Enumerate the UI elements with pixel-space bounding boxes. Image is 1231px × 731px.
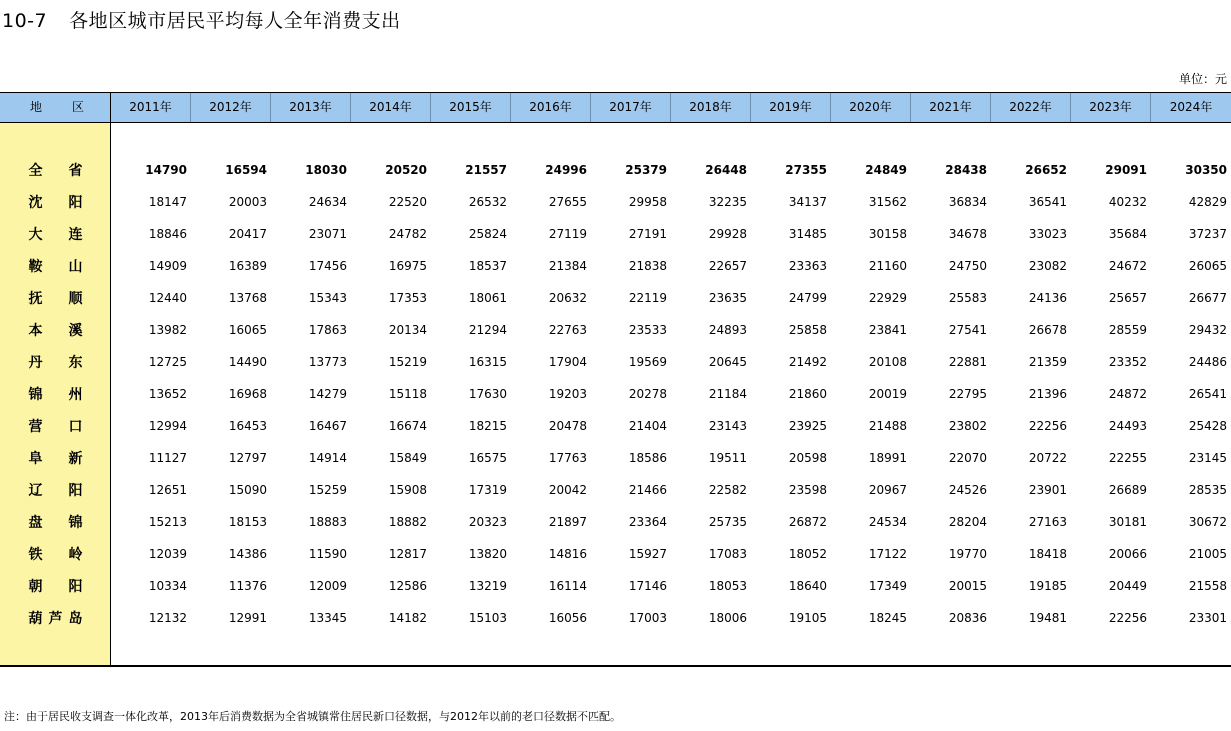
table-cell: 14490: [228, 355, 267, 369]
table-cell: 18053: [708, 579, 747, 593]
table-cell: 23841: [868, 323, 907, 337]
table-cell: 23364: [628, 515, 667, 529]
region-name: 朝阳: [28, 579, 109, 595]
table-cell: 21294: [468, 323, 507, 337]
table-row: [0, 506, 1231, 538]
table-cell: 26532: [468, 195, 507, 209]
table-cell: 18882: [388, 515, 427, 529]
region-name: 锦州: [28, 387, 109, 403]
header-region: 地区: [0, 93, 111, 122]
table-cell: 23635: [708, 291, 747, 305]
table-cell: 16056: [548, 611, 587, 625]
table-cell: 21897: [548, 515, 587, 529]
region-name: 阜新: [28, 451, 109, 467]
table-cell: 20323: [468, 515, 507, 529]
table-row: [0, 346, 1231, 378]
table-cell: 20042: [548, 483, 587, 497]
table-cell: 21384: [548, 259, 587, 273]
page-title: [2, 6, 401, 33]
table-cell: 21558: [1188, 579, 1227, 593]
table-cell: 23925: [788, 419, 827, 433]
table-cell: 12991: [228, 611, 267, 625]
table-cell: 27655: [548, 195, 587, 209]
table-cell: 25858: [788, 323, 827, 337]
table-cell: 18883: [308, 515, 347, 529]
table-cell: 25657: [1108, 291, 1147, 305]
table-cell: 18052: [788, 547, 827, 561]
table-cell: 18147: [148, 195, 187, 209]
table-cell: 34678: [948, 227, 987, 241]
table-cell: 15927: [628, 547, 667, 561]
table-cell: 18640: [788, 579, 827, 593]
table-body: [0, 154, 1231, 634]
table-row: [0, 282, 1231, 314]
table-cell: 18245: [868, 611, 907, 625]
table-cell: 16389: [228, 259, 267, 273]
table-cell: 20836: [948, 611, 987, 625]
unit-label: 单位：元: [1178, 72, 1227, 86]
table-cell: 25583: [948, 291, 987, 305]
table-cell: 13820: [468, 547, 507, 561]
table-cell: 20478: [548, 419, 587, 433]
header-year: 2014年: [351, 93, 431, 122]
table-cell: 19511: [708, 451, 747, 465]
table-cell: 14386: [228, 547, 267, 561]
table-cell: 20015: [948, 579, 987, 593]
table-cell: 20108: [868, 355, 907, 369]
table-cell: 15219: [388, 355, 427, 369]
table-cell: 23082: [1028, 259, 1067, 273]
table-cell: 25428: [1188, 419, 1227, 433]
table-cell: 20066: [1108, 547, 1147, 561]
table-cell: 15090: [228, 483, 267, 497]
table-cell: 16453: [228, 419, 267, 433]
table-cell: 32235: [708, 195, 747, 209]
table-row: [0, 570, 1231, 602]
table-cell: 23071: [308, 227, 347, 241]
table-cell: 17146: [628, 579, 667, 593]
table-cell: 16575: [468, 451, 507, 465]
table-cell: 29432: [1188, 323, 1227, 337]
table-cell: 24750: [948, 259, 987, 273]
table-cell: 12725: [148, 355, 187, 369]
table-cell: 42829: [1188, 195, 1227, 209]
table-cell: 24849: [865, 163, 907, 177]
table-cell: 22119: [628, 291, 667, 305]
table-cell: 21488: [868, 419, 907, 433]
table-cell: 12994: [148, 419, 187, 433]
table-cell: 22795: [948, 387, 987, 401]
table-cell: 16674: [388, 419, 427, 433]
table-cell: 16114: [548, 579, 587, 593]
table-cell: 23533: [628, 323, 667, 337]
table-cell: 13982: [148, 323, 187, 337]
region-name: 葫芦岛: [28, 611, 89, 627]
table-row: [0, 474, 1231, 506]
table-cell: 20019: [868, 387, 907, 401]
table-cell: 36834: [948, 195, 987, 209]
table-cell: 31485: [788, 227, 827, 241]
table-cell: 21359: [1028, 355, 1067, 369]
region-name: 盘锦: [28, 515, 109, 531]
table-cell: 26652: [1025, 163, 1067, 177]
region-name: 沈阳: [28, 195, 109, 211]
table-cell: 34137: [788, 195, 827, 209]
table-cell: 24634: [308, 195, 347, 209]
table-row: [0, 602, 1231, 634]
table-cell: 15118: [388, 387, 427, 401]
table-row: [0, 154, 1231, 186]
header-year: 2024年: [1169, 100, 1213, 114]
header-year: 2015年: [431, 93, 511, 122]
table-cell: 12440: [148, 291, 187, 305]
table-cell: 22929: [868, 291, 907, 305]
table-cell: 20645: [708, 355, 747, 369]
table-cell: 18215: [468, 419, 507, 433]
table-cell: 21838: [628, 259, 667, 273]
table-cell: 30181: [1108, 515, 1147, 529]
table-cell: 16467: [308, 419, 347, 433]
table-bottom-border: [0, 665, 1231, 667]
table-cell: 36541: [1028, 195, 1067, 209]
table-cell: 14279: [308, 387, 347, 401]
table-cell: 14816: [548, 547, 587, 561]
table-cell: 35684: [1108, 227, 1147, 241]
table-cell: 26689: [1108, 483, 1147, 497]
table-cell: 17353: [388, 291, 427, 305]
table-cell: 20722: [1028, 451, 1067, 465]
table-cell: 22256: [1108, 611, 1147, 625]
table-cell: 11127: [148, 451, 187, 465]
table-cell: 14182: [388, 611, 427, 625]
table-cell: 17122: [868, 547, 907, 561]
table-cell: 26448: [705, 163, 747, 177]
table-cell: 14914: [308, 451, 347, 465]
table-cell: 28438: [945, 163, 987, 177]
table-cell: 28535: [1188, 483, 1227, 497]
table-cell: 16315: [468, 355, 507, 369]
table-cell: 24872: [1108, 387, 1147, 401]
header-year: 2021年: [911, 93, 991, 122]
table-cell: 22520: [388, 195, 427, 209]
header-year: 2016年: [511, 93, 591, 122]
table-cell: 22582: [708, 483, 747, 497]
table-row: [0, 410, 1231, 442]
table-cell: 26065: [1188, 259, 1227, 273]
header-year: 2012年: [191, 93, 271, 122]
table-cell: 17863: [308, 323, 347, 337]
region-name: 辽阳: [28, 483, 109, 499]
table-cell: 15213: [148, 515, 187, 529]
header-year: 2018年: [671, 93, 751, 122]
table-cell: 21184: [708, 387, 747, 401]
table-cell: 21557: [465, 163, 507, 177]
table-cell: 23901: [1028, 483, 1067, 497]
table-number: 10-7: [2, 10, 48, 32]
table-cell: 17763: [548, 451, 587, 465]
table-cell: 25824: [468, 227, 507, 241]
table-row: [0, 218, 1231, 250]
table-cell: 16065: [228, 323, 267, 337]
table-cell: 18153: [228, 515, 267, 529]
table-cell: 12651: [148, 483, 187, 497]
header-year: 2011年: [111, 93, 191, 122]
table-cell: 12039: [148, 547, 187, 561]
table-cell: 17630: [468, 387, 507, 401]
table-cell: 20134: [388, 323, 427, 337]
table-cell: 22763: [548, 323, 587, 337]
table-cell: 30672: [1188, 515, 1227, 529]
table-cell: 30350: [1185, 163, 1227, 177]
table-cell: 12009: [308, 579, 347, 593]
table-cell: 26677: [1188, 291, 1227, 305]
table-cell: 30158: [868, 227, 907, 241]
table-cell: 27191: [628, 227, 667, 241]
table-row: [0, 442, 1231, 474]
table-cell: 26872: [788, 515, 827, 529]
table-cell: 17349: [868, 579, 907, 593]
table-cell: 29091: [1105, 163, 1147, 177]
table-cell: 21160: [868, 259, 907, 273]
table-cell: 33023: [1028, 227, 1067, 241]
table-cell: 24672: [1108, 259, 1147, 273]
table-cell: 24486: [1188, 355, 1227, 369]
table-cell: 20417: [228, 227, 267, 241]
table-cell: 16975: [388, 259, 427, 273]
table-row: [0, 314, 1231, 346]
table-cell: 23352: [1108, 355, 1147, 369]
table-cell: 23802: [948, 419, 987, 433]
table-cell: 12132: [148, 611, 187, 625]
table-header-row: [0, 92, 1231, 123]
table-cell: 13768: [228, 291, 267, 305]
table-cell: 25735: [708, 515, 747, 529]
table-row: [0, 250, 1231, 282]
table-cell: 29928: [708, 227, 747, 241]
table-cell: 23301: [1188, 611, 1227, 625]
table-cell: 21396: [1028, 387, 1067, 401]
table-cell: 16594: [225, 163, 267, 177]
table-cell: 21466: [628, 483, 667, 497]
table-cell: 24799: [788, 291, 827, 305]
table-cell: 27541: [948, 323, 987, 337]
table-title: 各地区城市居民平均每人全年消费支出: [69, 10, 401, 32]
region-name: 营口: [28, 419, 109, 435]
table-cell: 24534: [868, 515, 907, 529]
table-cell: 19770: [948, 547, 987, 561]
table-cell: 18586: [628, 451, 667, 465]
table-cell: 22657: [708, 259, 747, 273]
table-row: [0, 538, 1231, 570]
table-cell: 21492: [788, 355, 827, 369]
table-cell: 10334: [148, 579, 187, 593]
table-cell: 20520: [385, 163, 427, 177]
table-cell: 22255: [1108, 451, 1147, 465]
table-cell: 27355: [785, 163, 827, 177]
table-cell: 11590: [308, 547, 347, 561]
table-cell: 19481: [1028, 611, 1067, 625]
table-row: [0, 378, 1231, 410]
header-year: 2022年: [991, 93, 1071, 122]
table-cell: 13345: [308, 611, 347, 625]
table-cell: 20598: [788, 451, 827, 465]
table-cell: 24782: [388, 227, 427, 241]
region-name: 抚顺: [28, 291, 109, 307]
region-name: 丹东: [28, 355, 109, 371]
table-cell: 25379: [625, 163, 667, 177]
table-cell: 21860: [788, 387, 827, 401]
table-cell: 37237: [1188, 227, 1227, 241]
table-cell: 20003: [228, 195, 267, 209]
header-year: 2017年: [591, 93, 671, 122]
table-cell: 15103: [468, 611, 507, 625]
table-cell: 20967: [868, 483, 907, 497]
table-cell: 13219: [468, 579, 507, 593]
table-cell: 24493: [1108, 419, 1147, 433]
header-year: 2020年: [831, 93, 911, 122]
table-cell: 12586: [388, 579, 427, 593]
table-cell: 13773: [308, 355, 347, 369]
table-row: [0, 186, 1231, 218]
table-cell: 15259: [308, 483, 347, 497]
table-cell: 19105: [788, 611, 827, 625]
table-cell: 40232: [1108, 195, 1147, 209]
table-cell: 28559: [1108, 323, 1147, 337]
table-cell: 23598: [788, 483, 827, 497]
table-cell: 14790: [145, 163, 187, 177]
footnote: 注：由于居民收支调查一体化改革，2013年后消费数据为全省城镇常住居民新口径数据，与2012年以前的老口径数据不匹配。: [4, 710, 621, 723]
table-cell: 22070: [948, 451, 987, 465]
table-cell: 26541: [1188, 387, 1227, 401]
table-cell: 18991: [868, 451, 907, 465]
table-cell: 18537: [468, 259, 507, 273]
table-cell: 23145: [1188, 451, 1227, 465]
table-cell: 24996: [545, 163, 587, 177]
table-cell: 18030: [305, 163, 347, 177]
table-cell: 31562: [868, 195, 907, 209]
table-cell: 24526: [948, 483, 987, 497]
table-cell: 17456: [308, 259, 347, 273]
table-cell: 27119: [548, 227, 587, 241]
table-cell: 20278: [628, 387, 667, 401]
table-cell: 20449: [1108, 579, 1147, 593]
table-cell: 11376: [228, 579, 267, 593]
table-cell: 27163: [1028, 515, 1067, 529]
table-cell: 19185: [1028, 579, 1067, 593]
table-cell: 28204: [948, 515, 987, 529]
table-cell: 15343: [308, 291, 347, 305]
table-cell: 22256: [1028, 419, 1067, 433]
header-year: 2023年: [1071, 93, 1151, 122]
table-cell: 22881: [948, 355, 987, 369]
table-cell: 26678: [1028, 323, 1067, 337]
region-name: 大连: [28, 227, 109, 243]
table-cell: 23363: [788, 259, 827, 273]
table-cell: 19203: [548, 387, 587, 401]
header-year: 2013年: [271, 93, 351, 122]
table-cell: 17003: [628, 611, 667, 625]
table-cell: 24893: [708, 323, 747, 337]
table-cell: 17904: [548, 355, 587, 369]
table-cell: 18006: [708, 611, 747, 625]
table-cell: 17319: [468, 483, 507, 497]
table-cell: 14909: [148, 259, 187, 273]
header-year: 2019年: [751, 93, 831, 122]
table-cell: 21005: [1188, 547, 1227, 561]
region-name: 全省: [28, 163, 109, 179]
table-cell: 20632: [548, 291, 587, 305]
table-cell: 13652: [148, 387, 187, 401]
table-cell: 15908: [388, 483, 427, 497]
region-name: 本溪: [28, 323, 109, 339]
table-cell: 12817: [388, 547, 427, 561]
table-cell: 18846: [148, 227, 187, 241]
table-cell: 12797: [228, 451, 267, 465]
region-name: 铁岭: [28, 547, 109, 563]
table-cell: 16968: [228, 387, 267, 401]
table-cell: 23143: [708, 419, 747, 433]
table-cell: 29958: [628, 195, 667, 209]
table-cell: 17083: [708, 547, 747, 561]
table-cell: 21404: [628, 419, 667, 433]
table-cell: 15849: [388, 451, 427, 465]
table-cell: 19569: [628, 355, 667, 369]
table-cell: 18418: [1028, 547, 1067, 561]
region-name: 鞍山: [28, 259, 109, 275]
table-cell: 24136: [1028, 291, 1067, 305]
table-cell: 18061: [468, 291, 507, 305]
